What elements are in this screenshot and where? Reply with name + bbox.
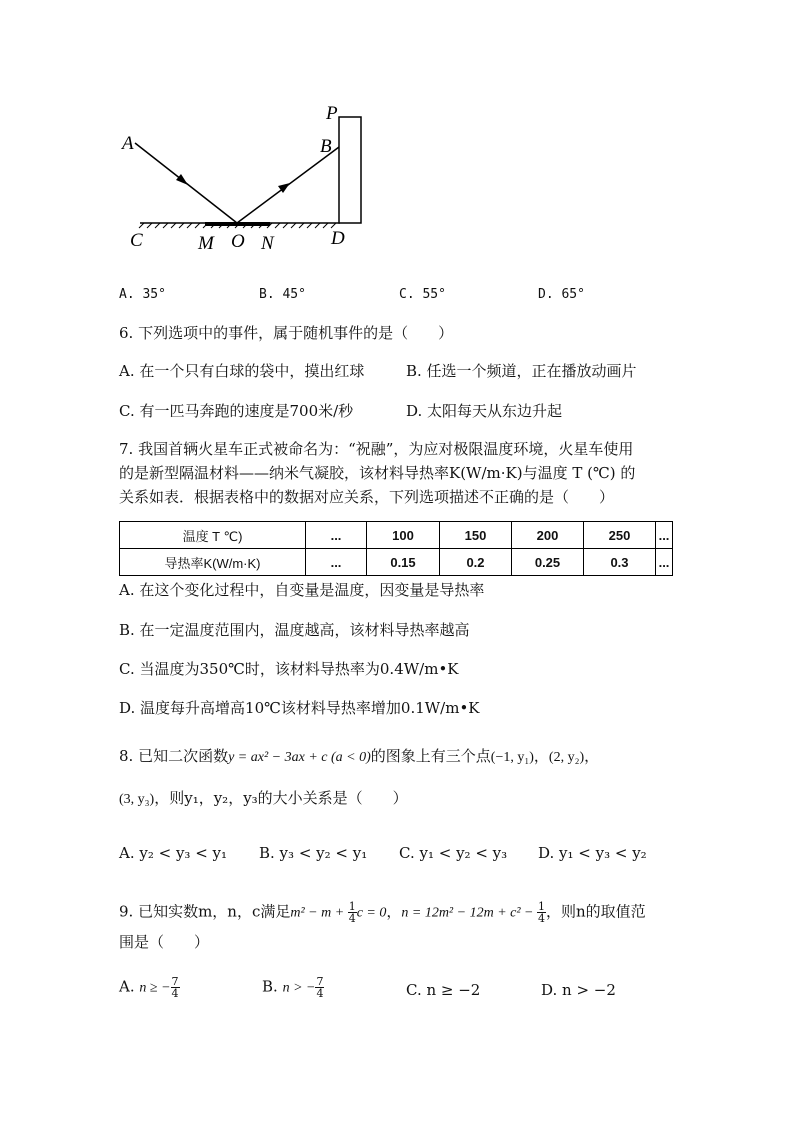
q5-option-a[interactable]: A. 35° xyxy=(119,287,166,302)
pole-pd xyxy=(339,117,361,223)
q7-option-c[interactable]: C. 当温度为350℃时，该材料导热率为0.4W/m•K xyxy=(119,660,459,678)
q9-option-b[interactable]: B. n > − $\frac{7}{4}$ xyxy=(262,975,324,1000)
q6-option-a[interactable]: A. 在一个只有白球的袋中，摸出红球 xyxy=(119,362,365,380)
table-header-temperature: 温度 T ℃) xyxy=(120,522,306,549)
label-c: C xyxy=(130,230,143,251)
table-cell: 200 xyxy=(512,522,584,549)
label-n: N xyxy=(261,233,274,254)
table-cell: ... xyxy=(306,549,367,576)
q9-equation-2-left: n = 12m² − 12m + c² − xyxy=(401,905,537,921)
q8-stem-line1: 8. 已知二次函数y = ax² − 3ax + c (a < 0)的图象上有三个点(−1, y₁)，(2, y₂)， xyxy=(119,747,600,765)
q5-option-b[interactable]: B. 45° xyxy=(259,287,306,302)
table-cell: ... xyxy=(656,522,673,549)
q8-point-3: (3, y₃) xyxy=(119,792,155,807)
q5-option-c[interactable]: C. 55° xyxy=(399,287,446,302)
q7-stem-line1: 7. 我国首辆火星车正式被命名为：“祝融”，为应对极限温度环境，火星车使用 xyxy=(119,440,634,458)
q6-option-c[interactable]: C. 有一匹马奔跑的速度是700米/秒 xyxy=(119,402,354,420)
q9-equation-1-right: c = 0 xyxy=(356,905,387,921)
q8-point-1: (−1, y₁) xyxy=(490,750,534,765)
q6-option-b[interactable]: B. 任选一个频道，正在播放动画片 xyxy=(406,362,637,380)
q9-stem-line2: 围是（ ） xyxy=(119,933,210,951)
q7-stem-line2: 的是新型隔温材料——纳米气凝胶，该材料导热率K(W/m·K)与温度 T (℃) 的 xyxy=(119,464,636,482)
q8-option-a[interactable]: A. y₂ < y₃ < y₁ xyxy=(119,844,228,862)
q8-option-c[interactable]: C. y₁ < y₂ < y₃ xyxy=(399,844,508,862)
q7-option-b[interactable]: B. 在一定温度范围内，温度越高，该材料导热率越高 xyxy=(119,621,470,639)
label-m: M xyxy=(198,233,214,254)
q9-option-a[interactable]: A. n ≥ − $\frac{7}{4}$ xyxy=(119,975,179,1000)
q8-option-d[interactable]: D. y₁ < y₃ < y₂ xyxy=(538,844,647,862)
q9-option-c[interactable]: C. n ≥ −2 xyxy=(406,981,481,999)
table-cell: 0.3 xyxy=(584,549,656,576)
table-header-conductivity: 导热率K(W/m·K) xyxy=(120,549,306,576)
q9-equation-1-left: m² − m + xyxy=(290,905,348,921)
table-cell: 0.25 xyxy=(512,549,584,576)
q8-mid: 的图象上有三个点 xyxy=(370,747,491,765)
table-cell: 100 xyxy=(367,522,440,549)
q5-option-d[interactable]: D. 65° xyxy=(538,287,585,302)
q9-option-d[interactable]: D. n > −2 xyxy=(541,981,616,999)
table-cell: ... xyxy=(306,522,367,549)
q8-point-2: (2, y₂) xyxy=(548,750,585,765)
table-row xyxy=(120,522,673,549)
table-cell: 250 xyxy=(584,522,656,549)
label-a: A xyxy=(122,133,134,154)
q8-option-b[interactable]: B. y₃ < y₂ < y₁ xyxy=(259,844,368,862)
q9-stem-line1: 9. 已知实数m，n，c满足m² − m + $\frac{1}{4}$ c = 0，n = 12m² − 12m + c² − $\frac{1}{4}$ ，则n的取值范 xyxy=(119,900,646,925)
q7-stem-line3: 关系如表．根据表格中的数据对应关系，下列选项描述不正确的是（ ） xyxy=(119,488,615,506)
label-o: O xyxy=(231,231,245,252)
table-cell: 0.2 xyxy=(440,549,512,576)
q7-data-table xyxy=(119,521,673,576)
q9-fraction-quarter-2: $\frac{1}{4}$ xyxy=(538,900,545,925)
label-b: B xyxy=(320,136,332,157)
q8-tail: ，则y₁，y₂，y₃的大小关系是（ ） xyxy=(154,789,408,807)
q9-fraction-quarter: $\frac{1}{4}$ xyxy=(348,900,356,925)
table-row xyxy=(120,549,673,576)
q9-prefix: 9. 已知实数m，n，c满足 xyxy=(119,902,291,921)
table-cell: ... xyxy=(656,549,673,576)
table-cell: 0.15 xyxy=(367,549,440,576)
q7-option-d[interactable]: D. 温度每升高增高10℃该材料导热率增加0.1W/m•K xyxy=(119,699,480,717)
q9-tail: ，则n的取值范 xyxy=(546,902,646,921)
q6-stem: 6. 下列选项中的事件，属于随机事件的是（ ） xyxy=(119,324,454,342)
reflection-diagram xyxy=(110,95,390,260)
q8-stem-line2 xyxy=(119,788,408,810)
label-p: P xyxy=(326,103,338,124)
q8-function: y = ax² − 3ax + c (a < 0) xyxy=(228,750,371,765)
q8-prefix: 8. 已知二次函数 xyxy=(119,747,229,765)
table-cell: 150 xyxy=(440,522,512,549)
label-d: D xyxy=(331,228,345,249)
q6-option-d[interactable]: D. 太阳每天从东边升起 xyxy=(406,402,563,420)
q7-option-a[interactable]: A. 在这个变化过程中，自变量是温度，因变量是导热率 xyxy=(119,581,485,599)
